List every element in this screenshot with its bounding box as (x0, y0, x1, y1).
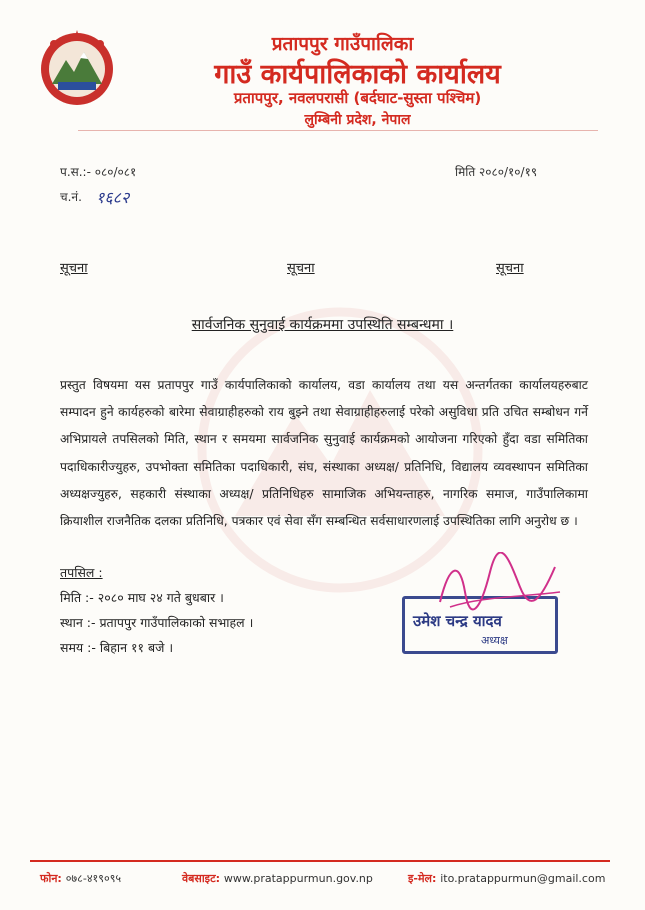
website-label: वेबसाइट: (182, 872, 221, 885)
dispatch-number-handwritten: १६८२ (96, 188, 130, 207)
municipality-name: प्रतापपुर गाउँपालिका (271, 33, 414, 55)
footer-divider (30, 860, 610, 862)
header-divider (78, 130, 598, 131)
letter-date: मिति २०८०/१०/१९ (455, 165, 538, 179)
footer-email (408, 871, 605, 886)
tapsil-date: मिति :- २०८० माघ २४ गते बुधबार । (60, 590, 224, 605)
notice-heading-right: सूचना (496, 261, 524, 276)
notice-heading-left: सूचना (60, 261, 88, 276)
phone-value: ०७८-४१९०९५ (65, 872, 122, 885)
stamp-name: उमेश चन्द्र यादव (413, 612, 502, 630)
subject-line: सार्वजनिक सुनुवाई कार्यक्रममा उपस्थिति सम्बन्धमा । (191, 317, 454, 333)
dispatch-number-label: च.नं. (60, 190, 82, 204)
footer-phone (40, 871, 121, 886)
email-link[interactable]: ito.pratappurmun@gmail.com (440, 872, 606, 885)
notice-heading-center: सूचना (287, 261, 315, 276)
footer-website (182, 871, 373, 886)
letter-reference-ps: प.स.:- ०८०/०८१ (60, 165, 137, 179)
signature-icon (430, 552, 570, 622)
office-address: प्रतापपुर, नवलपरासी (बर्दघाट-सुस्ता पश्चिम) (233, 89, 482, 107)
tapsil-place: स्थान :- प्रतापपुर गाउँपालिकाको सभाहल । (60, 615, 254, 630)
office-title: गाउँ कार्यपालिकाको कार्यालय (214, 59, 501, 90)
province-name: लुम्बिनी प्रदेश, नेपाल (304, 112, 411, 128)
website-link[interactable]: www.pratappurmun.gov.np (223, 872, 373, 885)
tapsil-title: तपसिल : (60, 565, 103, 580)
body-paragraph: प्रस्तुत विषयमा यस प्रतापपुर गाउँ कार्यपालिकाको कार्यालय, वडा कार्यालय तथा यस अन्तर्गतका कार्यालयहरुबाट सम्पादन हुने कार्यहरुको बारेमा सेवाग्राहीहरुको राय बुझ्ने तथा सेवाग्राहीहरुलाई परेको असुविधा प्रति उचित सम्बोधन गर्ने अभिप्रायले तपसिलको मिति, स्थान र समयमा सार्वजनिक सुनुवाई कार्यक्रमको आयोजना गरिएको हुँदा वडा समितिका पदाधिकारीज्युहरु, उपभोक्ता समितिका पदाधिकारी, संघ, संस्थाका अध्यक्ष/ प्रतिनिधि, विद्यालय व्यवस्थापन समितिका अध्यक्षज्युहरु, सहकारी संस्थाका अध्यक्ष/ प्रतिनिधिहरु सामाजिक अभियन्ताहरु, नागरिक समाज, गाउँपालिकामा क्रियाशील राजनैतिक दलका प्रतिनिधि, पत्रकार एवं सेवा सँग सम्बन्धित सर्वसाधारणलाई उपस्थितिका लागि अनुरोध छ । (60, 378, 588, 529)
stamp-title: अध्यक्ष (481, 634, 508, 647)
tapsil-time: समय :- बिहान ११ बजे । (60, 640, 174, 655)
email-label: इ-मेल: (408, 872, 437, 885)
phone-label: फोन: (40, 872, 62, 885)
